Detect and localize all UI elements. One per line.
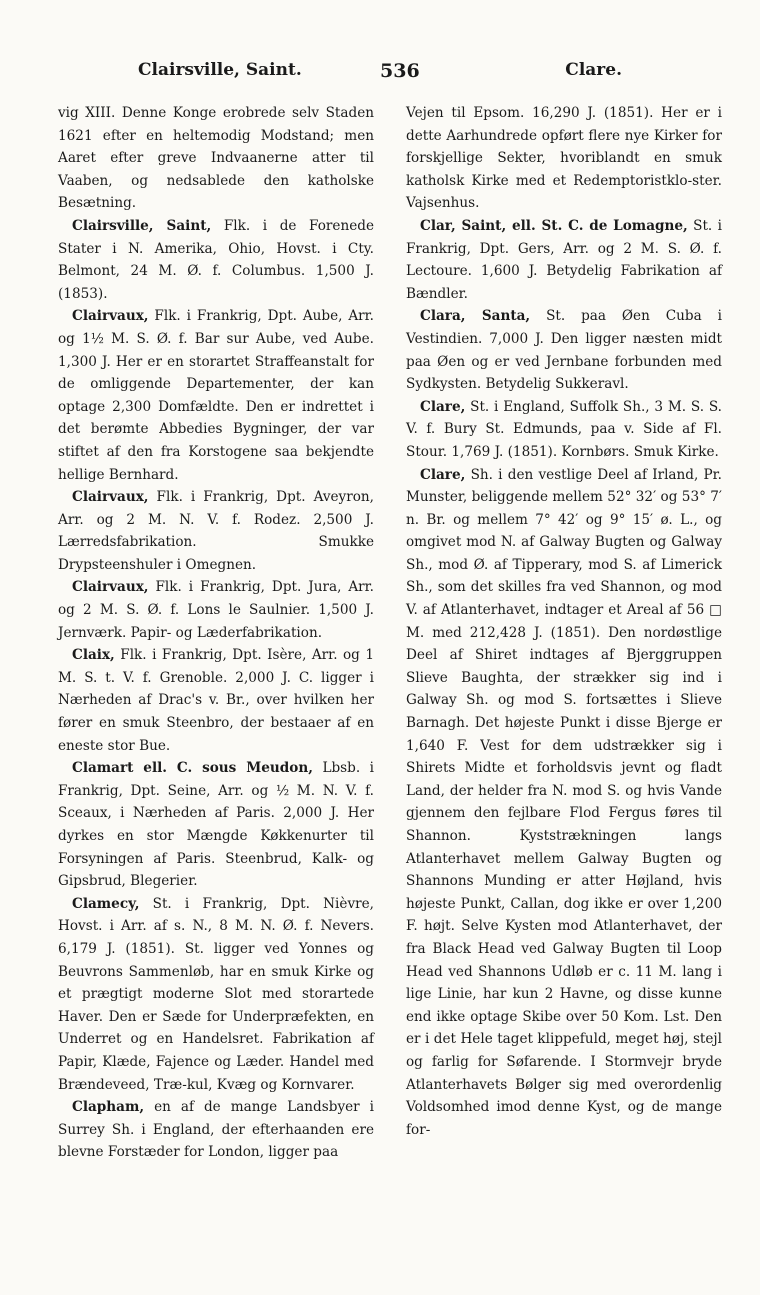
entry-text: en af de mange Landsbyer i Surrey Sh. i England, der efterhaanden ere blevne Forstæder for London, ligger paa [58, 1099, 374, 1161]
entry [58, 757, 374, 893]
left-column [58, 102, 374, 1164]
entry [406, 305, 722, 395]
entry-text: Flk. i Frankrig, Dpt. Aveyron, Arr. og 2 M. N. V. f. Rodez. 2,500 J. Lærredsfabrikation. Smukke Drypsteenshuler i Omegnen. [58, 489, 374, 573]
entry-headword: Clairvaux, [72, 579, 149, 596]
entry-headword: Clamart ell. C. sous Meudon, [72, 760, 313, 777]
entry [58, 1096, 374, 1164]
header-right-title: Clare. [565, 60, 622, 80]
entry-headword: Clairsville, Saint, [72, 217, 212, 234]
entry-headword: Clara, Santa, [420, 308, 531, 325]
entry [406, 215, 722, 305]
header-left-title: Clairsville, Saint. [138, 60, 302, 80]
entry-text: Lbsb. i Frankrig, Dpt. Seine, Arr. og ½ M. N. V. f. Sceaux, i Nærheden af Paris. 2,000 J. Her dyrkes en stor Mængde Køkkenurter til Forsyningen af Paris. Steenbrud, Kalk- og Gipsbrud, Blegerier. [58, 760, 374, 890]
entry-text: St. paa Øen Cuba i Vestindien. 7,000 J. Den ligger næsten midt paa Øen og er ved Jernbane forbunden med Sydkysten. Betydelig Sukkeravl. [406, 308, 722, 393]
entry [58, 486, 374, 576]
entry-headword: Clar, Saint, ell. St. C. de Lomagne, [420, 217, 688, 234]
entry-headword: Clairvaux, [72, 489, 149, 506]
right-column [406, 102, 722, 1141]
entry-headword: Clamecy, [72, 895, 140, 912]
entry-text: Flk. i Frankrig, Dpt. Aube, Arr. og 1½ M. S. Ø. f. Bar sur Aube, ved Aube. 1,300 J. Her er en storartet Straffeanstalt for de omliggende Departementer, der kan optage 2,300 Domfældte. Den er indrettet i det berømte Abbedies Bygninger, der var stiftet af den fra Korstogene saa bekjendte hellige Bernhard. [58, 308, 374, 483]
entry-text: Sh. i den vestlige Deel af Irland, Pr. Munster, beliggende mellem 52° 32′ og 53° 7′ n. Br. og mellem 7° 42′ og 9° 15′ ø. L., og omgivet mod N. af Galway Bugten og Galway Sh., mod Ø. af Tipperary, mod S. af Limerick Sh., som det skilles fra ved Shannon, og mod V. af Atlanterhavet, indtager et Areal af 56 □ M. med 212,428 J. (1851). Den nordøstlige Deel af Shiret indtages af Bjerggruppen Slieve Baughta, der strækker sig ind i Galway Sh. og mod S. fortsættes i Slieve Barnagh. Det højeste Punkt i disse Bjerge er 1,640 F. Vest for dem udstrækker sig i Shirets Midte et forholdsvis jevnt og fladt Land, der helder fra N. mod S. og hvis Vande gjennem den fejlbare Flod Fergus føres til Shannon. Kyststrækningen langs Atlanterhavet mellem Galway Bugten og Shannons Munding er atter Højland, hvis højeste Punkt, Callan, dog ikke er over 1,200 F. højt. Selve Kysten mod Atlanterhavet, der fra Black Head ved Galway Bugten til Loop Head ved Shannons Udløb er c. 11 M. lang i lige Linie, har kun 2 Havne, og disse kunne end ikke optage Skibe over 50 Kom. Lst. Den er i det Hele taget klippefuld, meget høj, stejl og farlig for Søfarende. I Stormvejr bryde Atlanterhavets Bølger sig med overordenlig Voldsomhed imod denne Kyst, og de mange for- [406, 466, 722, 1138]
entry [406, 464, 722, 1142]
entry-text: Flk. i Frankrig, Dpt. Isère, Arr. og 1 M. S. t. V. f. Grenoble. 2,000 J. C. ligger i Nærheden af Drac's v. Br., over hvilken her fører en smuk Steenbro, der bestaaer af en eneste stor Bue. [58, 647, 374, 754]
entry-headword: Clare, [420, 466, 466, 483]
entry [58, 215, 374, 305]
entry [58, 576, 374, 644]
entry-text: St. i Frankrig, Dpt. Nièvre, Hovst. i Arr. af s. N., 8 M. N. Ø. f. Nevers. 6,179 J. (1851). St. ligger ved Yonnes og Beuvrons Sammenløb, har en smuk Kirke og et prægtigt moderne Slot med storartede Haver. Den er Sæde for Underpræfekten, en Underret og en Handelsret. Fabrikation af Papir, Klæde, Fajence og Læder. Handel med Brændeveed, Træ-kul, Kvæg og Kornvarer. [58, 895, 374, 1093]
entry: vig XIII. Denne Konge erobrede selv Staden 1621 efter en heltemodig Modstand; men Aaret efter greve Indvaanerne atter til Vaaben, og nedsablede den katholske Besætning. [58, 105, 374, 212]
entry: Vejen til Epsom. 16,290 J. (1851). Her er i dette Aarhundrede opført flere nye Kirker for forskjellige Sekter, hvoriblandt en smuk katholsk Kirke med et Redemptoristklo-ster. Vajsenhus. [406, 105, 722, 212]
entry-headword: Clairvaux, [72, 308, 149, 325]
page-header [58, 60, 718, 92]
entry-headword: Clare, [420, 398, 466, 415]
entry-headword: Claix, [72, 647, 115, 664]
entry [58, 305, 374, 486]
entry-headword: Clapham, [72, 1099, 145, 1116]
entry [406, 396, 722, 464]
entry-text: St. i England, Suffolk Sh., 3 M. S. S. V. f. Bury St. Edmunds, paa v. Side af Fl. Stour. 1,769 J. (1851). Kornbørs. Smuk Kirke. [406, 398, 722, 460]
page-number: 536 [380, 60, 420, 82]
entry-text: Flk. i Frankrig, Dpt. Jura, Arr. og 2 M. S. Ø. f. Lons le Saulnier. 1,500 J. Jernværk. Papir- og Læderfabrikation. [58, 579, 374, 641]
entry-text: Flk. i de Forenede Stater i N. Amerika, Ohio, Hovst. i Cty. Belmont, 24 M. Ø. f. Columbus. 1,500 J. (1853). [58, 217, 374, 302]
entry [58, 893, 374, 1096]
entry [58, 644, 374, 757]
entry-text: St. i Frankrig, Dpt. Gers, Arr. og 2 M. S. Ø. f. Lectoure. 1,600 J. Betydelig Fabrikation af Bændler. [406, 217, 722, 302]
